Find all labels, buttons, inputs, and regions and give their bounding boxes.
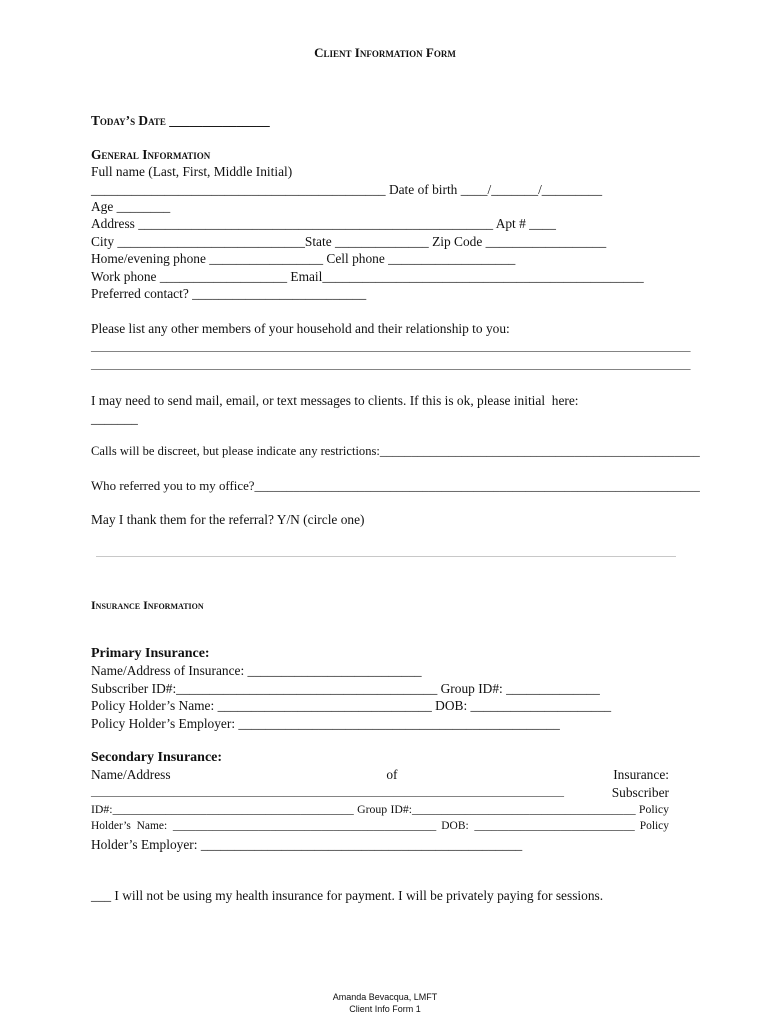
secondary-name-address-label: Name/Address — [91, 767, 171, 782]
secondary-of-label: of — [386, 767, 398, 782]
address-field[interactable]: Address _____________________________________________________ Apt # ____ — [91, 216, 556, 231]
messages-consent-text: I may need to send mail, email, or text messages to clients. If this is ok, please initial here: — [91, 393, 579, 408]
referral-field[interactable]: Who referred you to my office?_____________________________________________________________________ — [91, 478, 700, 493]
insurance-info-heading: Insurance Information — [91, 598, 204, 612]
primary-holder-dob-field[interactable]: Policy Holder’s Name: ________________________________ DOB: _____________________ — [91, 698, 612, 713]
secondary-group-id-field[interactable]: ID#:______________________________________ — [390, 803, 636, 816]
primary-insurance-heading: Primary Insurance: — [91, 646, 210, 661]
secondary-row-1 — [91, 766, 669, 783]
age-field[interactable]: Age ________ — [91, 199, 171, 214]
household-blank-1[interactable]: _____________________________________________________________________________________________________________ — [91, 341, 691, 353]
footer-author: Amanda Bevacqua, LMFT — [332, 992, 438, 1002]
phone-field[interactable]: Home/evening phone _________________ Cell phone ___________________ — [91, 251, 516, 266]
household-prompt: Please list any other members of your household and their relationship to you: — [91, 321, 510, 336]
full-name-dob-field[interactable]: ____________________________________________ Date of birth ____/_______/_________ — [91, 182, 603, 197]
city-state-zip-field[interactable]: City ____________________________State ______________ Zip Code __________________ — [91, 234, 607, 249]
secondary-row-3 — [91, 801, 669, 818]
primary-subscriber-group-field[interactable]: Subscriber ID#:_______________________________________ Group ID#: ______________ — [91, 681, 600, 696]
secondary-policy-label: Policy — [638, 803, 669, 816]
secondary-row-2 — [91, 784, 669, 801]
primary-employer-field[interactable]: Policy Holder’s Employer: ________________________________________________ — [91, 716, 560, 731]
secondary-subscriber-label: Subscriber — [611, 785, 669, 800]
footer-form-id: Client Info Form 1 — [349, 1004, 421, 1014]
general-info-heading: General Information — [91, 147, 211, 162]
todays-date-field[interactable]: Today’s Date _______________ — [91, 113, 270, 128]
secondary-dob-field[interactable]: DOB: ____________________________ — [441, 820, 635, 832]
secondary-row-4 — [91, 818, 669, 835]
preferred-contact-field[interactable]: Preferred contact? __________________________ — [91, 286, 367, 301]
work-phone-email-field[interactable]: Work phone ___________________ Email________________________________________________ — [91, 269, 644, 284]
secondary-subscriber-id-field[interactable]: ID#:_________________________________________ — [91, 803, 354, 816]
household-blank-2[interactable]: _____________________________________________________________________________________________________________ — [91, 359, 691, 371]
secondary-insurance-label: Insurance: — [613, 767, 669, 782]
call-restrictions-field[interactable]: Calls will be discreet, but please indicate any restrictions:___________________________________________________ — [91, 444, 700, 458]
secondary-group-label: Group — [357, 803, 388, 816]
secondary-policy-label-2: Policy — [639, 820, 669, 832]
section-divider — [96, 556, 676, 557]
secondary-holder-name-field[interactable]: Holder’s Name: ______________________________________________ — [91, 820, 437, 832]
thank-referral-question[interactable]: May I thank them for the referral? Y/N (circle one) — [91, 512, 365, 527]
secondary-insurance-heading: Secondary Insurance: — [91, 750, 223, 765]
secondary-employer-field[interactable]: Holder’s Employer: ________________________________________________ — [91, 837, 523, 852]
private-pay-field[interactable]: ___ I will not be using my health insurance for payment. I will be privately paying for sessions. — [91, 888, 604, 903]
messages-initial-field[interactable]: _______ — [91, 411, 138, 426]
full-name-label: Full name (Last, First, Middle Initial) — [91, 164, 293, 179]
secondary-name-address-blank[interactable]: ______________________________________________________________________________________ — [91, 786, 564, 798]
page-title: Client Information Form — [314, 45, 456, 60]
primary-name-address-field[interactable]: Name/Address of Insurance: __________________________ — [91, 663, 422, 678]
